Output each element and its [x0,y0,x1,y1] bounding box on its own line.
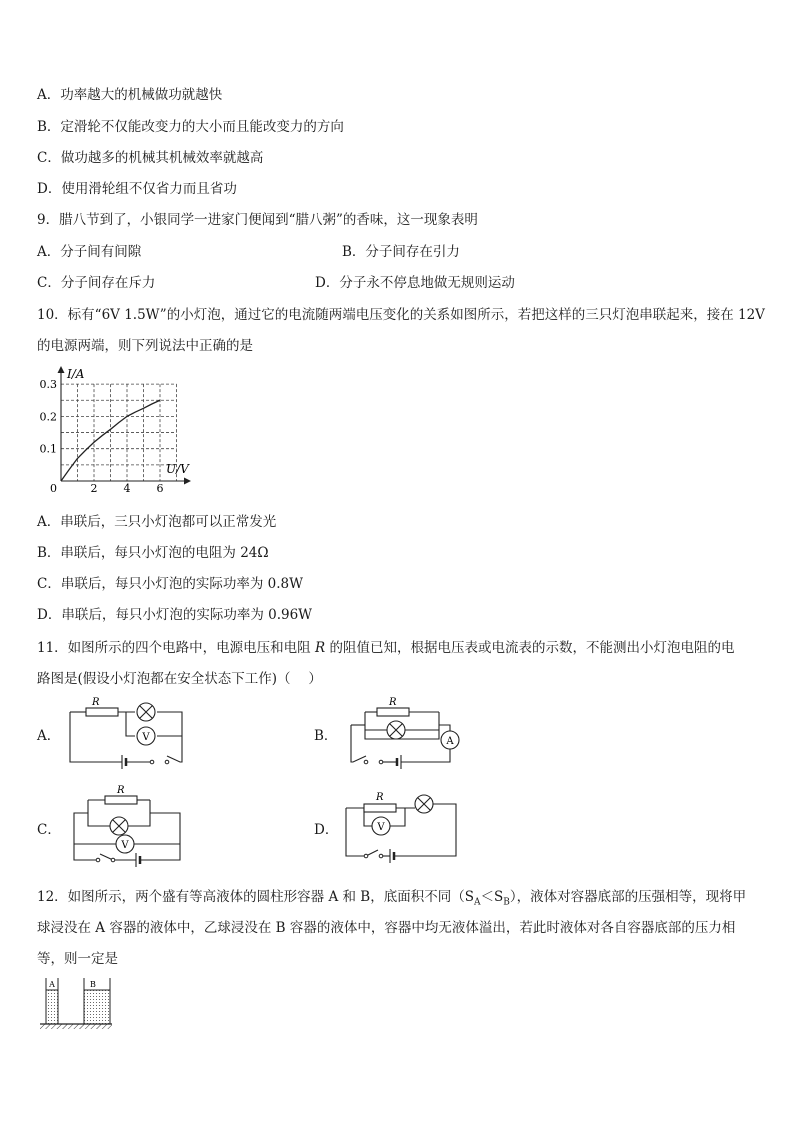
q8-option-d: D．使用滑轮组不仅省力而且省功 [37,181,237,197]
ground-hatch [40,1024,112,1029]
iu-graph [36,362,196,497]
q11-label-c: C． [37,822,61,838]
lamp-icon [415,795,433,813]
q10-option-a: A．串联后，三只小灯泡都可以正常发光 [37,514,277,530]
q8-option-c: C．做功越多的机械其机械效率就越高 [37,150,264,166]
q9-option-d: D．分子永不停息地做无规则运动 [315,275,515,291]
origin-label: 0 [50,482,57,495]
q11-label-a: A． [37,728,61,744]
x-tick-label: 2 [90,482,98,495]
lamp-icon [387,721,405,739]
resistor-label: R [376,792,384,803]
circuit-c [68,782,186,868]
q11-label-d: D． [314,822,339,838]
voltmeter-icon [116,835,134,853]
liquid-b [84,990,110,1024]
y-tick-label: 0.2 [39,410,57,424]
resistor-icon [377,708,409,716]
q10-option-b: B．串联后，每只小灯泡的电阻为 24Ω [37,545,269,561]
q9-stem: 9．腊八节到了，小银同学一进家门便闻到“腊八粥”的香味，这一现象表明 [37,212,478,228]
resistor-label: R [117,785,125,796]
svg-text:V: V [142,732,150,743]
q10-option-d: D．串联后，每只小灯泡的实际功率为 0.96W [37,607,313,623]
y-tick-label: 0.1 [39,442,57,456]
q9-option-b: B．分子间存在引力 [342,244,460,260]
q12-stem-line1: 12．如图所示，两个盛有等高液体的圆柱形容器 A 和 B，底面积不同$(S_A<S_B)$，液体对容器底部的压强相等，现将甲 [37,889,747,908]
q9-option-c: C．分子间存在斥力 [37,275,156,291]
resistor-label: R [92,697,100,708]
q10-option-c: C．串联后，每只小灯泡的实际功率为 0.8W [37,576,303,592]
resistor-icon [86,708,118,716]
y-tick-label: 0.3 [39,378,57,392]
q11-label-b: B． [314,728,338,744]
circuit-b [345,694,470,770]
switch-icon [364,760,383,764]
svg-text:A: A [446,736,454,747]
voltmeter-icon [372,817,390,835]
container-b-label: B [90,980,96,989]
q12-stem-line2: 球浸没在 A 容器的液体中，乙球浸没在 B 容器的液体中，容器中均无液体溢出，若此时液体对各自容器底部的压力相 [37,920,736,936]
svg-text:V: V [121,840,129,851]
q8-option-a: A．功率越大的机械做功就越快 [37,87,223,103]
q8-option-b: B．定滑轮不仅能改变力的大小而且能改变力的方向 [37,119,344,135]
y-axis-label: I/A [67,367,85,381]
switch-icon [364,854,383,858]
lamp-icon [110,817,128,835]
circuit-d [340,782,462,864]
circuit-a [64,694,186,770]
ammeter-icon [441,731,459,749]
q11-stem-line1: 11．如图所示的四个电路中，电源电压和电阻 R 的阻值已知，根据电压表或电流表的示数，不能测出小灯泡电阻的电 [37,640,735,656]
x-tick-label: 6 [156,482,164,495]
q9-option-a: A．分子间有间隙 [37,244,142,260]
resistor-icon [105,796,137,804]
x-tick-label: 4 [123,482,131,495]
lamp-icon [137,703,155,721]
liquid-a [46,990,58,1024]
q11-stem-line2: 路图是(假设小灯泡都在安全状态下工作)（ ） [37,671,322,687]
voltmeter-icon [137,727,155,745]
q10-stem-line1: 10．标有“6V 1.5W”的小灯泡，通过它的电流随两端电压变化的关系如图所示，若把这样的三只灯泡串联起来，接在 12V [37,307,765,323]
q10-stem-line2: 的电源两端，则下列说法中正确的是 [37,338,253,354]
resistor-icon [364,804,396,812]
x-axis-label: U/V [166,462,189,476]
containers-figure [38,974,114,1032]
graph-grid [61,384,177,481]
container-a-label: A [49,980,55,989]
resistor-label: R [389,697,397,708]
q12-stem-line3: 等，则一定是 [37,951,118,967]
svg-text:V: V [377,822,385,833]
switch-icon [96,858,115,862]
switch-icon [150,760,169,764]
